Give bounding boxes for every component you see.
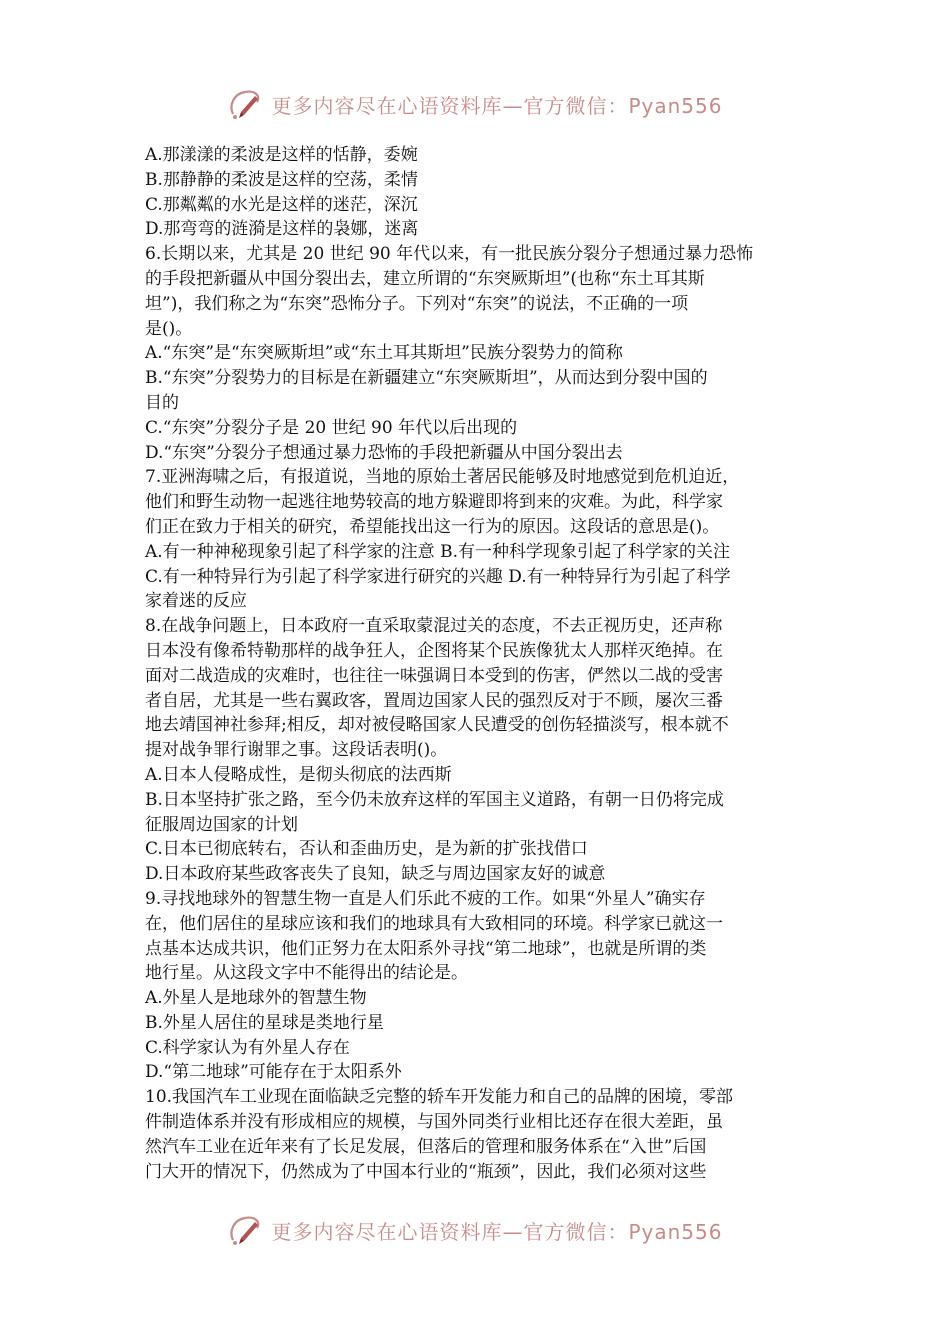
text-line: 们正在致力于相关的研究，希望能找出这一行为的原因。这段话的意思是()。 [145,516,720,537]
text-line: A.那漾漾的柔波是这样的恬静，委婉 [145,145,418,165]
text-line: D.那弯弯的涟漪是这样的袅娜，迷离 [145,219,419,240]
banner-text: 更多内容尽在心语资料库—官方微信：Pyan556 [271,93,723,118]
text-line: B.那静静的柔波是这样的空荡，柔情 [145,169,418,190]
text-line: A.“东突”是“东突厥斯坦”或“东土耳其斯坦”民族分裂势力的简称 [145,343,623,364]
text-line: A.有一种神秘现象引起了科学家的注意 B.有一种科学现象引起了科学家的关注 [145,541,730,562]
text-line: 目的 [145,392,179,413]
footer-banner [0,1208,950,1252]
text-line: C.那粼粼的水光是这样的迷茫，深沉 [145,194,418,215]
text-line: 件制造体系并没有形成相应的规模，与国外同类行业相比还存在很大差距，虽 [145,1112,723,1133]
text-line: D.“第二地球”可能存在于太阳系外 [145,1062,402,1083]
text-line: 6.长期以来，尤其是 20 世纪 90 年代以来，有一批民族分裂分子想通过暴力恐怖 [145,244,754,265]
text-line: D.日本政府某些政客丧失了良知，缺乏与周边国家友好的诚意 [145,864,606,885]
text-line: C.“东突”分裂分子是 20 世纪 90 年代以后出现的 [145,417,518,438]
text-line: C.日本已彻底转右，否认和歪曲历史，是为新的扩张找借口 [145,839,588,860]
text-line: 8.在战争问题上，日本政府一直采取蒙混过关的态度，不去正视历史，还声称 [145,616,723,637]
text-line: 坦”)，我们称之为“东突”恐怖分子。下列对“东突”的说法，不正确的一项 [145,293,689,314]
text-line: 然汽车工业在近年来有了长足发展，但落后的管理和服务体系在“入世”后国 [145,1136,707,1157]
header-banner [0,82,950,126]
pen-nib-swirl-logo-icon [227,1210,267,1250]
text-line: C.科学家认为有外星人存在 [145,1037,350,1058]
text-line: 7.亚洲海啸之后，有报道说，当地的原始土著居民能够及时地感觉到危机迫近， [145,467,740,488]
text-line: 征服周边国家的计划 [145,814,298,835]
text-line: A.日本人侵略成性，是彻头彻底的法西斯 [145,764,452,785]
banner-text: 更多内容尽在心语资料库—官方微信：Pyan556 [271,1219,723,1244]
document-body [145,143,810,1184]
text-line: B.“东突”分裂势力的目标是在新疆建立“东突厥斯坦”，从而达到分裂中国的 [145,368,708,389]
text-line: 面对二战造成的灾难时，也往往一味强调日本受到的伤害，俨然以二战的受害 [145,665,723,686]
text-line: 他们和野生动物一起逃往地势较高的地方躲避即将到来的灾难。为此，科学家 [145,492,723,513]
pen-nib-swirl-logo-icon [227,84,267,124]
text-line: 是()。 [145,318,193,339]
text-line: 地行星。从这段文字中不能得出的结论是。 [145,963,468,984]
text-line: 点基本达成共识，他们正努力在太阳系外寻找“第二地球”，也就是所谓的类 [145,938,707,959]
text-line: 9.寻找地球外的智慧生物一直是人们乐此不疲的工作。如果“外星人”确实存 [145,888,706,909]
text-line: 日本没有像希特勒那样的战争狂人，企图将某个民族像犹太人那样灭绝掉。在 [145,640,723,661]
text-line: 在，他们居住的星球应该和我们的地球具有大致相同的环境。科学家已就这一 [145,913,723,934]
text-line: 地去靖国神社参拜;相反，却对被侵略国家人民遭受的创伤轻描淡写，根本就不 [145,715,729,736]
text-line: 家着迷的反应 [145,591,247,612]
text-line: B.日本坚持扩张之路，至今仍未放弃这样的军国主义道路，有朝一日仍将完成 [145,789,724,810]
text-line: 者自居，尤其是一些右翼政客，置周边国家人民的强烈反对于不顾，屡次三番 [145,690,723,711]
text-line: D.“东突”分裂分子想通过暴力恐怖的手段把新疆从中国分裂出去 [145,442,623,463]
text-line: A.外星人是地球外的智慧生物 [145,988,367,1009]
text-line: 10.我国汽车工业现在面临缺乏完整的轿车开发能力和自己的品牌的困境，零部 [145,1087,734,1108]
text-line: 的手段把新疆从中国分裂出去，建立所谓的“东突厥斯坦”(也称“东土耳其斯 [145,268,705,289]
text-line: 提对战争罪行谢罪之事。这段话表明()。 [145,740,448,761]
text-line: 门大开的情况下，仍然成为了中国本行业的“瓶颈”，因此，我们必须对这些 [145,1161,707,1182]
text-line: C.有一种特异行为引起了科学家进行研究的兴趣 D.有一种特异行为引起了科学 [145,566,731,587]
text-line: B.外星人居住的星球是类地行星 [145,1012,384,1033]
